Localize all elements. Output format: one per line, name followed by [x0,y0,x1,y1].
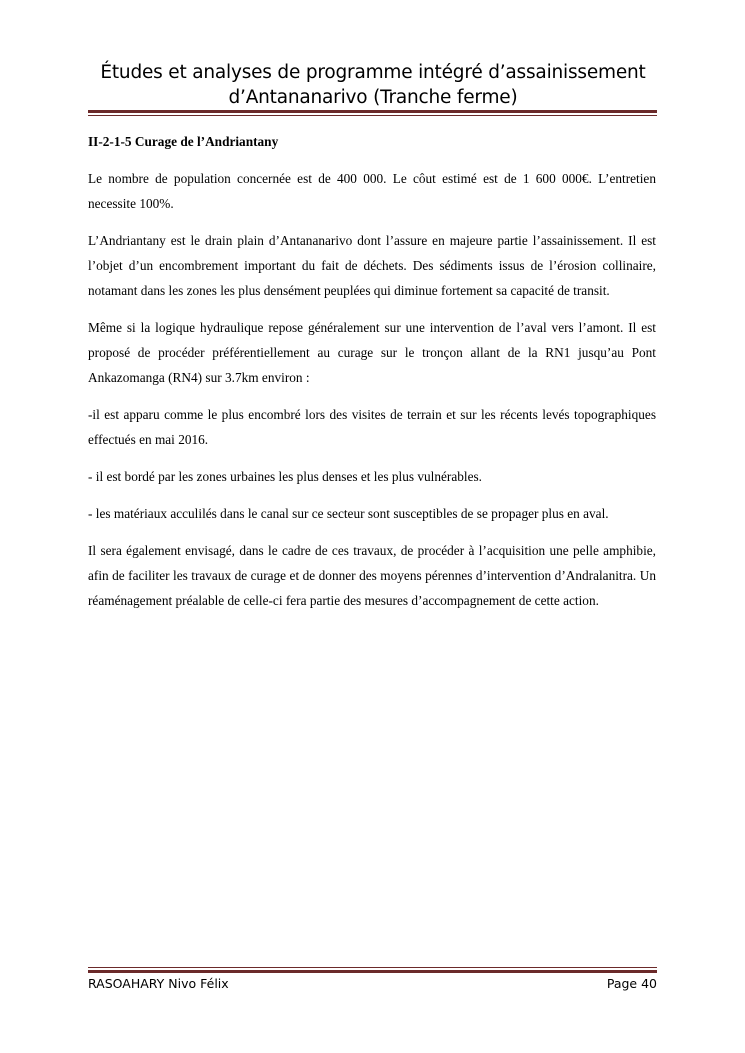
header-title-line-2: d’Antananarivo (Tranche ferme) [228,87,518,108]
header-title-line-1: Études et analyses de programme intégré d’assainissement [100,62,646,83]
paragraph-reason-urban-zones: - il est bordé par les zones urbaines les plus denses et les plus vulnérables. [88,469,483,484]
page-header [88,60,658,110]
header-rule-thin [88,115,657,116]
document-body [88,132,656,625]
paragraph-population: Le nombre de population concernée est de 400 000. Le côut estimé est de 1 600 000€. L’entretien necessite 100%. [88,171,656,211]
footer-author: RASOAHARY Nivo Félix [88,976,229,991]
paragraph-amphibious-shovel: Il sera également envisagé, dans le cadre de ces travaux, de procéder à l’acquisition une pelle amphibie, afin de faciliter les travaux de curage et de donner des moyens pérennes d’intervention d’Andralanitra. Un réaménagement préalable de celle-ci fera partie des mesures d’accompagnement de cette action. [88,543,656,608]
page-number: Page 40 [606,976,657,991]
footer-rule-thick [88,970,657,973]
paragraph-reason-encumbered: -il est apparu comme le plus encombré lors des visites de terrain et sur les récents levés topographiques effectués en mai 2016. [88,407,656,447]
paragraph-andriantany-drain: L’Andriantany est le drain plain d’Antananarivo dont l’assure en majeure partie l’assainissement. Il est l’objet d’un encombrement important du fait de déchets. Des sédiments issus de l’érosion collinaire, notamant dans les zones les plus densément peuplées qui diminue fortement sa capacité de transit. [88,233,656,298]
footer-rule-thin [88,967,657,968]
paragraph-hydraulic-logic: Même si la logique hydraulique repose généralement sur une intervention de l’aval vers l’amont. Il est proposé de procéder préférentiellement au curage sur le tronçon allant de la RN1 jusqu’au Pont Ankazomanga (RN4) sur 3.7km environ : [88,320,656,385]
page-footer [88,975,657,993]
paragraph-reason-materials: - les matériaux acculilés dans le canal sur ce secteur sont susceptibles de se propager plus en aval. [88,506,609,521]
section-heading: II-2-1-5 Curage de l’Andriantany [88,134,279,149]
header-rule-thick [88,110,657,113]
